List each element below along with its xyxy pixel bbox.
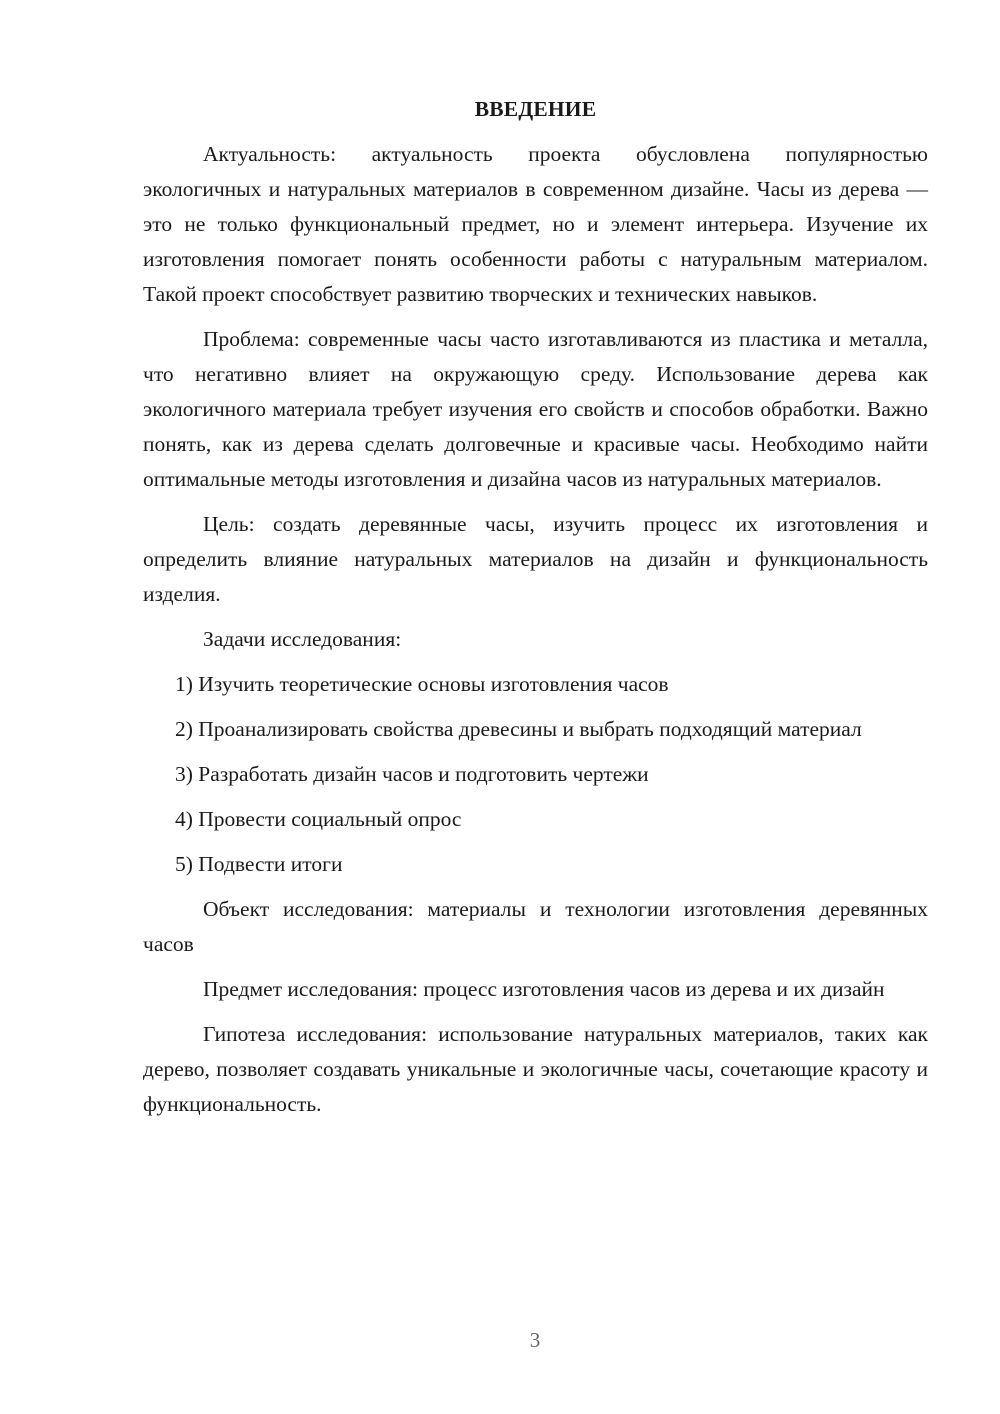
task-item-5: 5) Подвести итоги [175, 852, 343, 876]
tasks-heading: Задачи исследования: [203, 627, 402, 651]
hypothesis-paragraph: Гипотеза исследования: использование натуральных материалов, таких как дерево, позволяет создавать уникальные и экологичные часы, сочетающие красоту и функциональность. [143, 1022, 928, 1116]
document-page [143, 92, 928, 1132]
task-item-4: 4) Провести социальный опрос [175, 807, 462, 831]
task-item-2: 2) Проанализировать свойства древесины и выбрать подходящий материал [175, 717, 862, 741]
task-item-3: 3) Разработать дизайн часов и подготовить чертежи [175, 762, 649, 786]
page-number: 3 [529, 1328, 541, 1352]
relevance-paragraph: Актуальность: актуальность проекта обусловлена популярностью экологичных и натуральных материалов в современном дизайне. Часы из дерева — это не только функциональный предмет, но и элемент интерьера. Изучение их изготовления помогает понять особенности работы с натуральным материалом. Такой проект способствует развитию творческих и технических навыков. [143, 142, 928, 306]
task-item-1: 1) Изучить теоретические основы изготовления часов [175, 672, 669, 696]
section-title: ВВЕДЕНИЕ [474, 97, 597, 121]
subject-paragraph: Предмет исследования: процесс изготовления часов из дерева и их дизайн [203, 977, 885, 1001]
problem-paragraph: Проблема: современные часы часто изготавливаются из пластика и металла, что негативно влияет на окружающую среду. Использование дерева как экологичного материала требует изучения его свойств и способов обработки. Важно понять, как из дерева сделать долговечные и красивые часы. Необходимо найти оптимальные методы изготовления и дизайна часов из натуральных материалов. [143, 327, 928, 491]
object-paragraph: Объект исследования: материалы и технологии изготовления деревянных часов [143, 897, 928, 956]
goal-paragraph: Цель: создать деревянные часы, изучить процесс их изготовления и определить влияние натуральных материалов на дизайн и функциональность изделия. [143, 512, 928, 606]
